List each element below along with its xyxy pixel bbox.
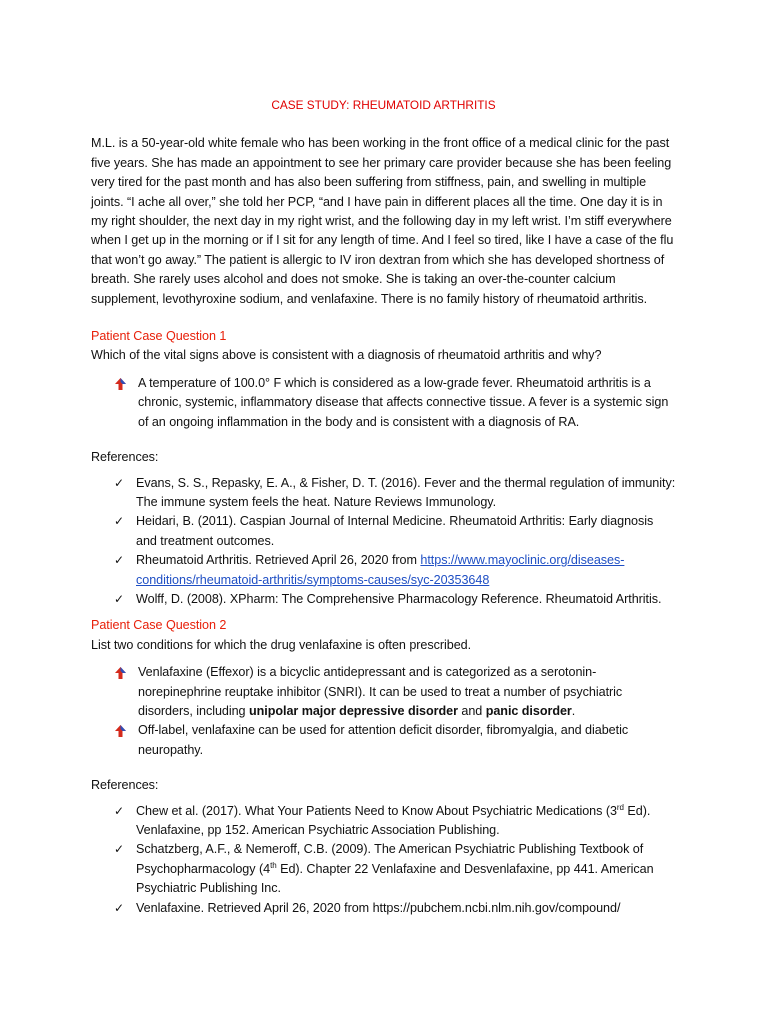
question-2-text: List two conditions for which the drug venlafaxine is often prescribed. <box>91 637 472 652</box>
reference-text: Ed). Venlafaxine, pp 152. American Psychiatric Association Publishing. <box>136 803 651 837</box>
superscript: rd <box>616 802 624 812</box>
reference-text: Ed). Chapter 22 Venlafaxine and Desvenlafaxine, pp 441. American Psychiatric Publishing Inc. <box>136 861 654 896</box>
references-list-2 <box>91 802 676 918</box>
list-item <box>91 551 676 590</box>
list-item <box>91 374 676 432</box>
list-item <box>91 721 676 760</box>
references-list-1 <box>91 474 676 610</box>
answer-bold-text: panic disorder <box>485 703 572 718</box>
reference-text: Evans, S. S., Repasky, E. A., & Fisher, D. T. (2016). Fever and the thermal regulation of immunity: The immune system feels the heat. Nature Reviews Immunology. <box>136 475 676 509</box>
mayoclinic-link[interactable]: https://www.mayoclinic.org/diseases-conditions/rheumatoid-arthritis/symptoms-causes/syc-20353648 <box>136 553 625 587</box>
arrow-bullet-icon <box>115 667 126 679</box>
check-mark-icon: ✓ <box>114 803 125 818</box>
list-item <box>91 899 676 918</box>
reference-text: Rheumatoid Arthritis. Retrieved April 26, 2020 from <box>136 553 421 568</box>
references-label-2: References: <box>91 778 159 793</box>
check-mark-icon: ✓ <box>114 475 125 490</box>
list-item <box>91 590 676 609</box>
answer-text: A temperature of 100.0° F which is considered as a low-grade fever. Rheumatoid arthritis is a chronic, systemic, inflammatory disease that affects connective tissue. A fever is a systemic sign of an ongoing inflammation in the body and is consistent with a diagnosis of RA. <box>138 375 669 429</box>
document-title: CASE STUDY: RHEUMATOID ARTHRITIS <box>271 98 496 112</box>
check-mark-icon: ✓ <box>114 842 125 857</box>
superscript: th <box>270 860 277 870</box>
question-2-heading: Patient Case Question 2 <box>91 618 227 633</box>
reference-text: Chew et al. (2017). What Your Patients Need to Know About Psychiatric Medications (3 <box>136 803 617 818</box>
check-mark-icon: ✓ <box>114 591 125 606</box>
check-mark-icon: ✓ <box>114 553 125 568</box>
answer-bold-text: unipolar major depressive disorder <box>248 703 458 718</box>
list-item <box>91 840 676 898</box>
list-item <box>91 663 676 721</box>
question-1-heading: Patient Case Question 1 <box>91 329 227 344</box>
list-item <box>91 512 676 551</box>
reference-text: Wolff, D. (2008). XPharm: The Comprehensive Pharmacology Reference. Rheumatoid Arthritis. <box>136 591 662 606</box>
answer-text: . <box>571 703 576 718</box>
references-label-1: References: <box>91 450 159 465</box>
list-item <box>91 474 676 513</box>
answer-text: Off-label, venlafaxine can be used for attention deficit disorder, fibromyalgia, and diabetic neuropathy. <box>138 723 629 757</box>
question-1-text: Which of the vital signs above is consistent with a diagnosis of rheumatoid arthritis and why? <box>91 348 602 363</box>
case-intro-paragraph: M.L. is a 50-year-old white female who has been working in the front office of a medical clinic for the past five years. She has made an appointment to see her primary care provider because she has been feeling very tired for the past month and has also been suffering from stiffness, pain, and swelling in multiple joints. “I ache all over,” she told her PCP, “and I have pain in different places all the time. One day it is in my right shoulder, the next day in my right wrist, and the following day in my left wrist. I’m stiff everywhere when I get up in the morning or if I sit for any length of time. And I feel so tired, like I have a case of the flu that won’t go away.” The patient is allergic to IV iron dextran from which she has developed shortness of breath. She rarely uses alcohol and does not smoke. She is taking an over-the-counter calcium supplement, levothyroxine sodium, and venlafaxine. There is no family history of rheumatoid arthritis. <box>91 136 674 306</box>
check-mark-icon: ✓ <box>114 900 125 915</box>
check-mark-icon: ✓ <box>114 514 125 529</box>
question-2-answer-list <box>91 663 676 760</box>
reference-text: Schatzberg, A.F., & Nemeroff, C.B. (2009). The American Psychiatric Publishing Textbook of Psychopharmacology (4 <box>136 842 644 876</box>
question-1-answer-list <box>91 374 676 432</box>
arrow-bullet-icon <box>115 725 126 737</box>
answer-text: and <box>457 703 486 718</box>
answer-text: Venlafaxine (Effexor) is a bicyclic antidepressant and is categorized as a serotonin-norepinephrine reuptake inhibitor (SNRI). It can be used to treat a number of psychiatric disorders, including <box>138 665 623 718</box>
list-item <box>91 802 676 841</box>
arrow-bullet-icon <box>115 378 126 390</box>
reference-text: Venlafaxine. Retrieved April 26, 2020 from https://pubchem.ncbi.nlm.nih.gov/compound/ <box>136 900 621 915</box>
reference-text: Heidari, B. (2011). Caspian Journal of Internal Medicine. Rheumatoid Arthritis: Early diagnosis and treatment outcomes. <box>136 514 654 548</box>
